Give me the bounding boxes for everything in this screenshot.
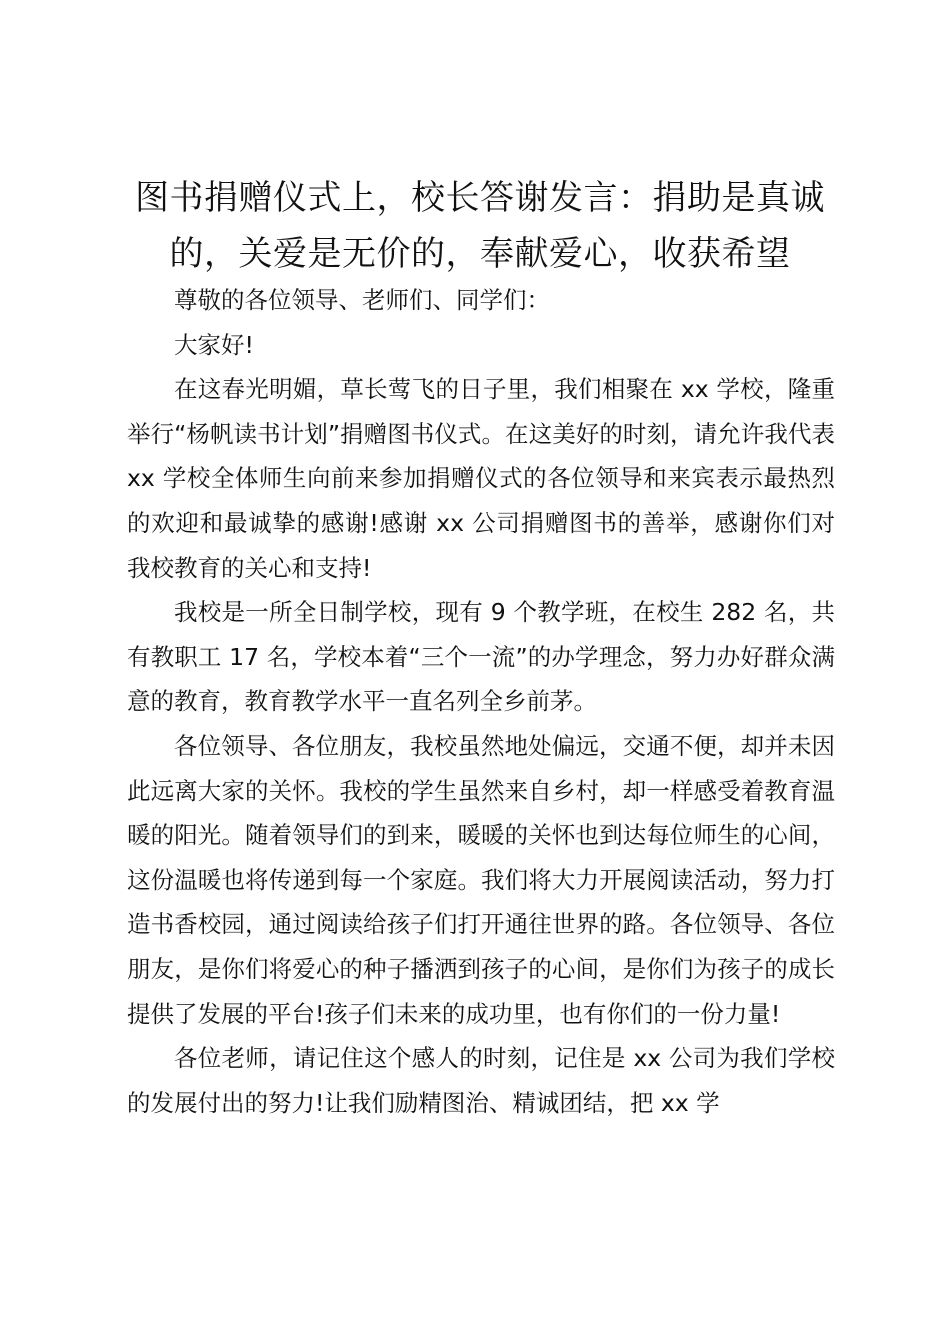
document-title: 图书捐赠仪式上，校长答谢发言：捐助是真诚的，关爱是无价的，奉献爱心，收获希望 <box>135 178 825 274</box>
paragraph-welcome: 在这春光明媚，草长莺飞的日子里，我们相聚在 xx 学校，隆重举行“杨帆读书计划”捐赠图书仪式。在这美好的时刻，请允许我代表 xx 学校全体师生向前来参加捐赠仪式的各位领导和来宾表示最热烈的欢迎和最诚挚的感谢!感谢 xx 公司捐赠图书的善举，感谢你们对我校教育的关心和支持! <box>127 375 835 582</box>
document-body <box>127 278 835 1125</box>
paragraph-salutation: 尊敬的各位领导、老师们、同学们： <box>174 286 550 314</box>
paragraph-teachers: 各位老师，请记住这个感人的时刻，记住是 xx 公司为我们学校的发展付出的努力!让我们励精图治、精诚团结，把 xx 学 <box>127 1044 835 1117</box>
paragraph-greeting: 大家好! <box>174 330 254 359</box>
paragraph-gratitude: 各位领导、各位朋友，我校虽然地处偏远，交通不便，却并未因此远离大家的关怀。我校的学生虽然来自乡村，却一样感受着教育温暖的阳光。随着领导们的到来，暖暖的关怀也到达每位师生的心间，这份温暖也将传递到每一个家庭。我们将大力开展阅读活动，努力打造书香校园，通过阅读给孩子们打开通往世界的路。各位领导、各位朋友，是你们将爱心的种子播洒到孩子的心间，是你们为孩子的成长提供了发展的平台!孩子们未来的成功里，也有你们的一份力量! <box>127 731 835 1028</box>
paragraph-school-intro: 我校是一所全日制学校，现有 9 个教学班，在校生 282 名，共有教职工 17 名，学校本着“三个一流”的办学理念，努力办好群众满意的教育，教育教学水平一直名列全乡前茅。 <box>127 598 835 716</box>
